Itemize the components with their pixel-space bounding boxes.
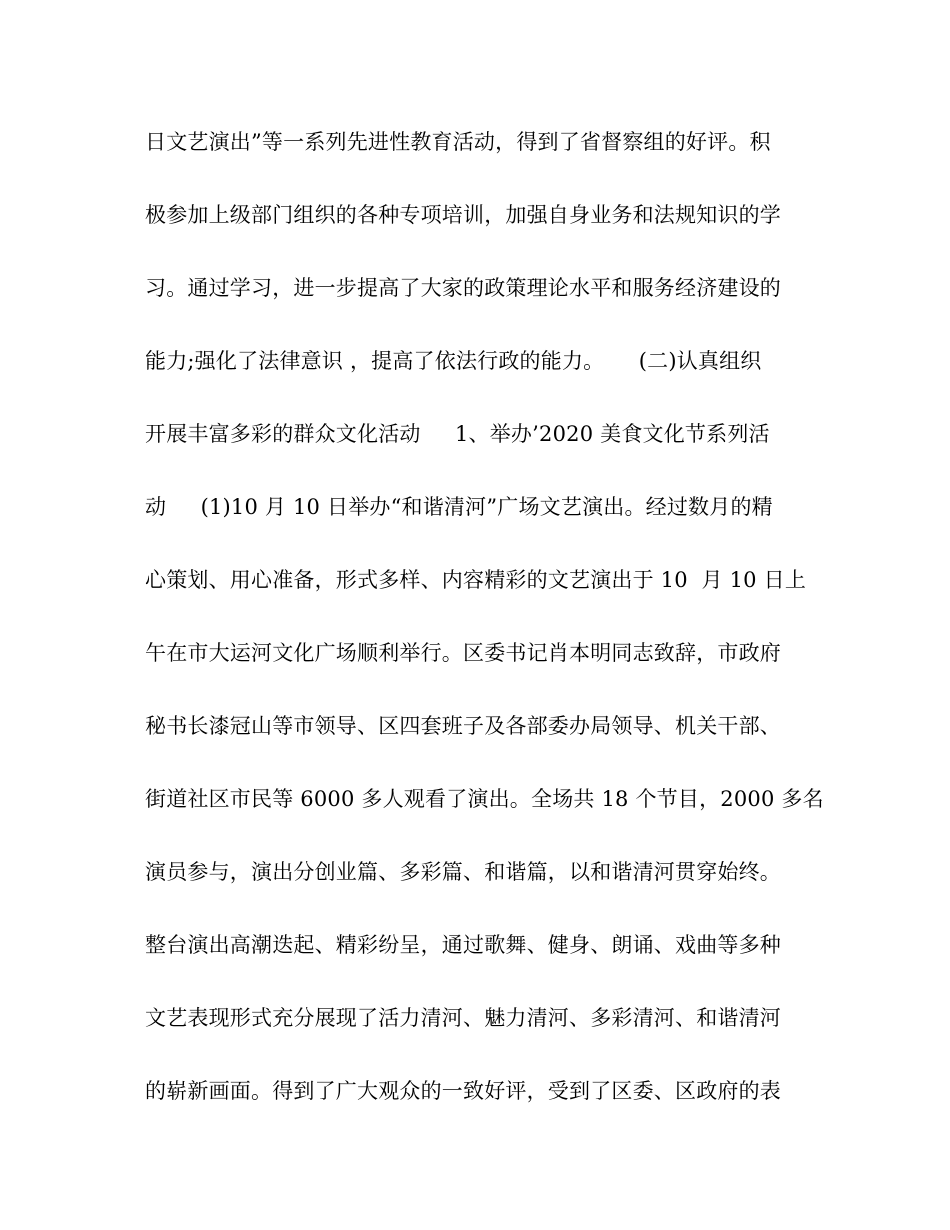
text-line: 演员参与，演出分创业篇、多彩篇、和谐篇，以和谐清河贯穿始终。 <box>145 860 781 884</box>
body-text <box>145 118 824 1140</box>
text-line: 的崭新画面。得到了广大观众的一致好评，受到了区委、区政府的表 <box>145 1079 781 1103</box>
text-line: 日文艺演出”等一系列先进性教育活动，得到了省督察组的好评。积 <box>145 130 771 154</box>
text-line: 整台演出高潮迭起、精彩纷呈，通过歌舞、健身、朗诵、戏曲等多种 <box>145 933 781 957</box>
text-line: 午在市大运河文化广场顺利举行。区委书记肖本明同志致辞，市政府 <box>145 641 781 665</box>
text-line: 动 (1)10 月 10 日举办“和谐清河”广场文艺演出。经过数月的精 <box>145 495 773 519</box>
text-line: 街道社区市民等 6000 多人观看了演出。全场共 18 个节目，2000 多名 <box>145 787 824 811</box>
text-line: 能力;强化了法律意识 ，提高了依法行政的能力。 (二)认真组织 <box>145 349 762 373</box>
text-line: 心策划、用心准备，形式多样、内容精彩的文艺演出于 10 月 10 日上 <box>145 568 807 592</box>
text-line: 极参加上级部门组织的各种专项培训，加强自身业务和法规知识的学 <box>145 203 781 227</box>
text-line: 文艺表现形式充分展现了活力清河、魅力清河、多彩清河、和谐清河 <box>145 1006 781 1030</box>
text-line: 开展丰富多彩的群众文化活动 1、举办’2020 美食文化节系列活 <box>145 422 770 446</box>
text-line: 习。通过学习，进一步提高了大家的政策理论水平和服务经济建设的 <box>145 276 781 300</box>
text-line: 秘书长漆冠山等市领导、区四套班子及各部委办局领导、机关干部、 <box>145 714 781 738</box>
